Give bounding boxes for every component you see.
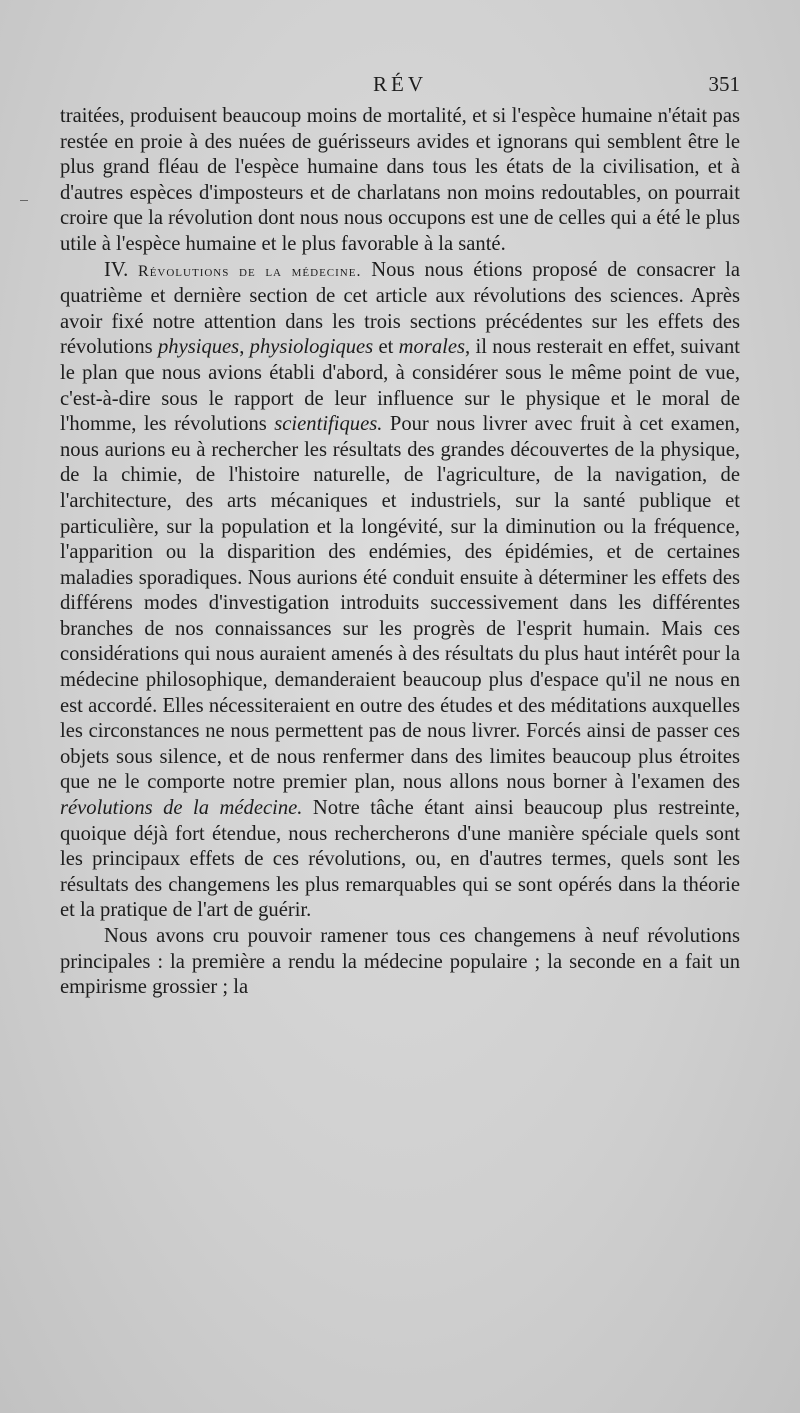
italic-term: morales [398, 336, 466, 359]
paragraph-section-iv [60, 258, 740, 924]
paragraph-continued: traitées, produisent beaucoup moins de mortalité, et si l'espèce humaine n'était pas restée en proie à des nuées de guérisseurs avides et ignorans qui semblent être le plus grand fléau de l'espèce humaine dans tous les états de la civilisation, et à d'autres espèces d'imposteurs et de charlatans non moins redoutables, on pourrait croire que la révolution dont nous nous occupons est une de celles qui a été le plus utile à l'espèce humaine et le plus favorable à la santé. [60, 105, 740, 255]
italic-term: révolutions de la médecine. [60, 797, 303, 820]
text-run: Nous nous étions proposé de consacrer la quatrième et dernière section de cet article aux révolutions des sciences. Après avoir fixé notre attention dans les trois sections précédentes sur les effets des révolutions [60, 258, 740, 359]
margin-mark [20, 200, 28, 201]
italic-term: physiques [157, 336, 240, 359]
paragraph-nine-revolutions: Nous avons cru pouvoir ramener tous ces changemens à neuf révolutions principales : la première a rendu la médecine populaire ; la seconde en a fait un empirisme grossier ; la [60, 925, 740, 999]
page-header [60, 72, 740, 102]
italic-term: scientifiques. [274, 413, 383, 436]
text-run: et [378, 336, 394, 359]
running-head: RÉV [373, 72, 427, 96]
page-number: 351 [708, 72, 740, 96]
section-title: Révolutions de la médecine. [138, 262, 362, 280]
text-run: Notre tâche étant ainsi beaucoup plus restreinte, quoique déjà fort étendue, nous rechercherons d'une manière spéciale quels sont les principaux effets de ces révolutions, ou, en d'autres termes, quels sont les résultats des changemens les plus remarquables qui se sont opérés dans la théorie et la pratique de l'art de guérir. [60, 797, 740, 922]
text-run: Pour nous livrer avec fruit à cet examen, nous aurions eu à rechercher les résultats des grandes découvertes de la physique, de la chimie, de l'histoire naturelle, de l'agriculture, de la navigation, de l'architecture, des arts mécaniques et industriels, sur la santé publique et particulière, sur la population et la longévité, sur la diminution ou la fréquence, l'apparition ou la disparition des endémies, des épidémies, et de certaines maladies sporadiques. Nous aurions été conduit ensuite à déterminer les effets des différens modes d'investigation introduits successivement dans les différentes branches de nos connaissances sur les progrès de l'esprit humain. Mais ces considérations qui nous auraient amenés à des résultats du plus haut intérêt pour la médecine philosophique, demanderaient beaucoup plus d'espace qu'il ne nous en est accordé. Elles nécessiteraient en outre des études et des méditations auxquelles les circonstances ne nous permettent pas de nous livrer. Forcés ainsi de passer ces objets sous silence, et de nous renfermer dans des limites beaucoup plus étroites que ne le comporte notre premier plan, nous allons nous borner à l'examen des [60, 413, 740, 794]
text-run: , il nous resterait en effet, suivant le plan que nous avions établi d'abord, à considérer sous le même point de vue, c'est-à-dire sous le rapport de leur influence sur le physique et le moral de l'homme, les révolutions [60, 336, 740, 436]
text-run: , [239, 336, 245, 359]
body-text [60, 104, 740, 1001]
section-numeral: IV. [104, 258, 129, 281]
italic-term: physiologiques [249, 336, 374, 359]
